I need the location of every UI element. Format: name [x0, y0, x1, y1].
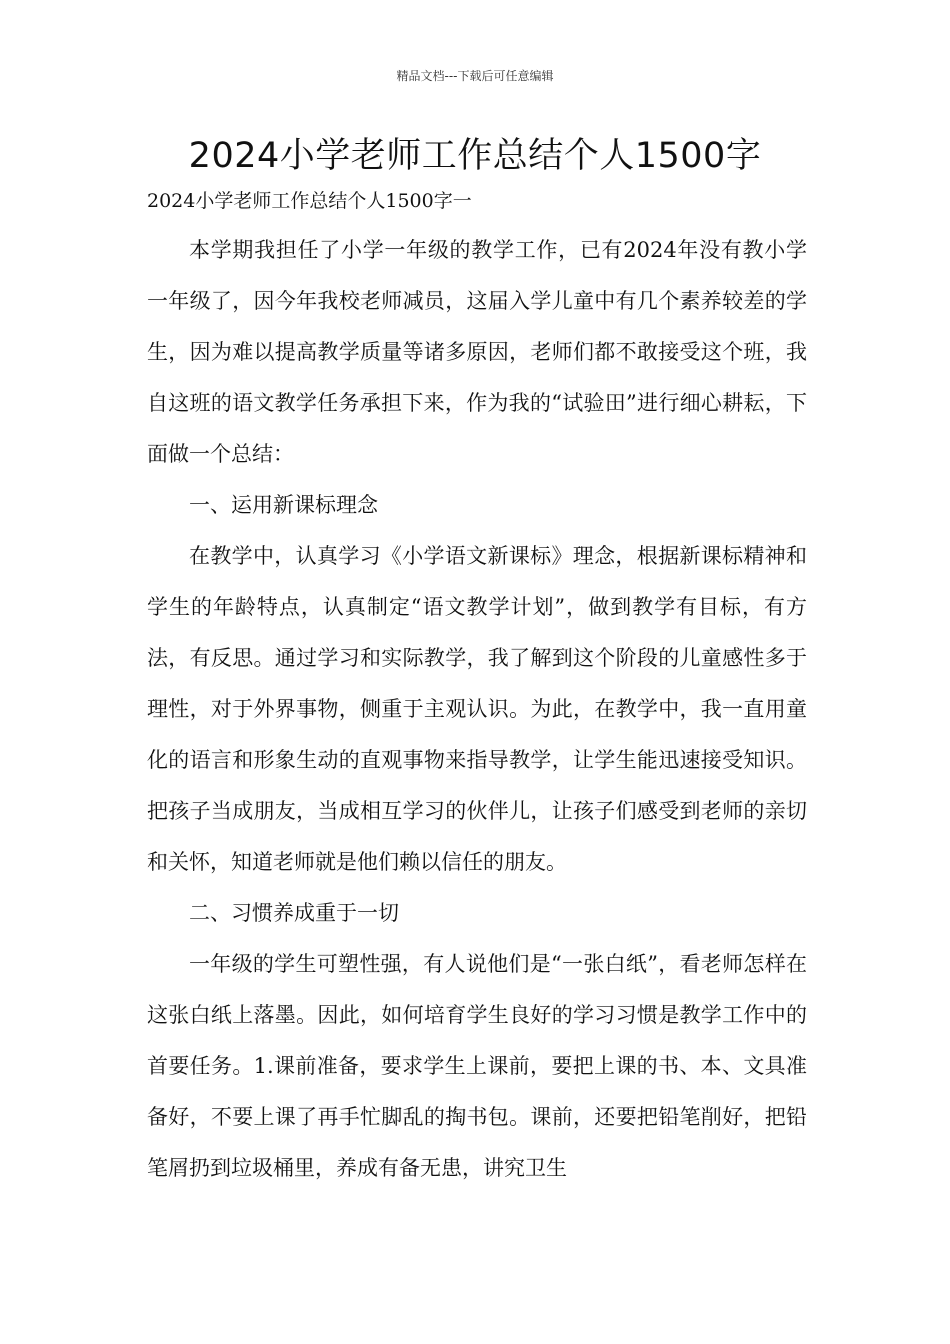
document-body	[147, 225, 807, 1194]
section-heading: 二、习惯养成重于一切	[189, 901, 399, 925]
section-heading: 一、运用新课标理念	[189, 493, 378, 517]
document-subtitle: 2024小学老师工作总结个人1500字一	[147, 190, 472, 212]
document-title: 2024小学老师工作总结个人1500字	[188, 136, 762, 176]
paragraph: 本学期我担任了小学一年级的教学工作，已有2024年没有教小学一年级了，因今年我校老师减员，这届入学儿童中有几个素养较差的学生，因为难以提高教学质量等诸多原因，老师们都不敢接受这个班，我自这班的语文教学任务承担下来，作为我的“试验田”进行细心耕耘，下面做一个总结：	[147, 238, 807, 466]
paragraph: 在教学中，认真学习《小学语文新课标》理念，根据新课标精神和学生的年龄特点，认真制定“语文教学计划”，做到教学有目标，有方法，有反思。通过学习和实际教学，我了解到这个阶段的儿童感性多于理性，对于外界事物，侧重于主观认识。为此，在教学中，我一直用童化的语言和形象生动的直观事物来指导教学，让学生能迅速接受知识。把孩子当成朋友，当成相互学习的伙伴儿，让孩子们感受到老师的亲切和关怀，知道老师就是他们赖以信任的朋友。	[147, 544, 807, 874]
page-header: 精品文档---下载后可任意编辑	[396, 69, 554, 83]
paragraph: 一年级的学生可塑性强，有人说他们是“一张白纸”，看老师怎样在这张白纸上落墨。因此，如何培育学生良好的学习习惯是教学工作中的首要任务。1.课前准备，要求学生上课前，要把上课的书、本、文具准备好，不要上课了再手忙脚乱的掏书包。课前，还要把铅笔削好，把铅笔屑扔到垃圾桶里，养成有备无患，讲究卫生	[147, 952, 807, 1180]
